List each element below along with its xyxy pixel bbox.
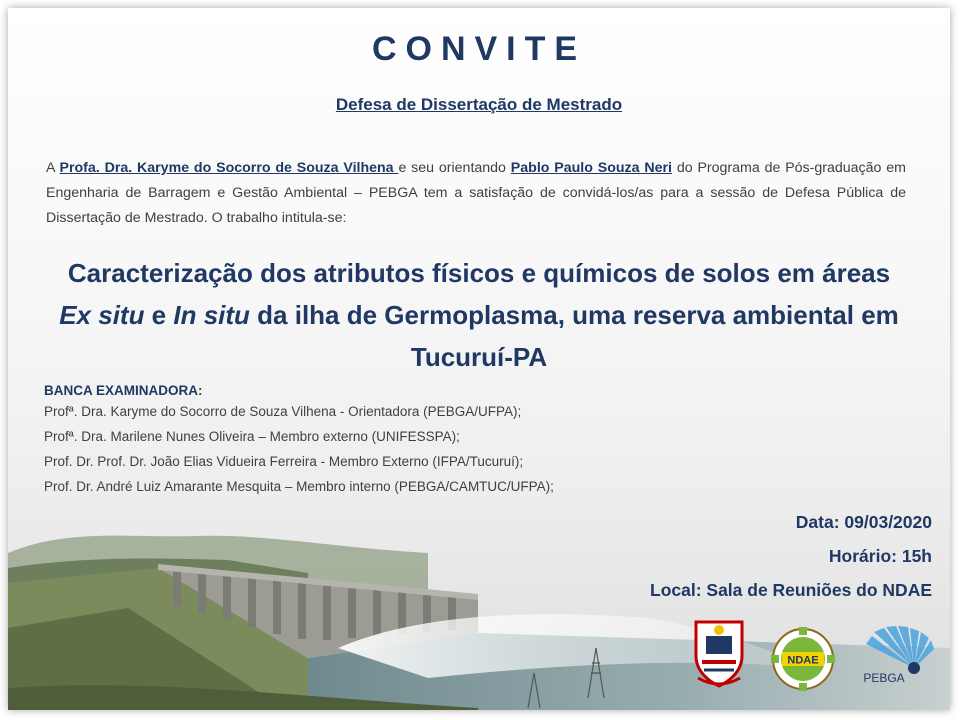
advisor-name: Profa. Dra. Karyme do Socorro de Souza Vilhena — [59, 160, 399, 176]
ndae-logo — [768, 624, 838, 694]
committee-heading: BANCA EXAMINADORA: — [44, 383, 203, 398]
event-time: Horário: 15h — [828, 546, 932, 566]
invitation-title: CONVITE — [371, 30, 587, 68]
thesis-title: Caracterização dos atributos físicos e químicos de solos em áreas Ex situ e In situ da ilha de Germoplasma, uma reserva ambiental em Tucuruí-PA — [59, 258, 899, 372]
student-name: Pablo Paulo Souza Neri — [510, 160, 672, 176]
committee-member: Profª. Dra. Karyme do Socorro de Souza Vilhena - Orientadora (PEBGA/UFPA); — [44, 404, 522, 419]
pebga-logo-text: PEBGA — [863, 671, 905, 685]
intro-paragraph: A Profa. Dra. Karyme do Socorro de Souza Vilhena e seu orientando Pablo Paulo Souza Neri do Programa de Pós-graduação em Engenharia de Barragem e Gestão Ambiental – PEBGA tem a satisfação de convidá-los/as para a sessão de Defesa Pública de Dissertação de Mestrado. O trabalho intitula-se: — [46, 160, 906, 226]
committee-member: Prof. Dr. Prof. Dr. João Elias Vidueira Ferreira - Membro Externo (IFPA/Tucuruí); — [44, 454, 524, 469]
committee-member: Profª. Dra. Marilene Nunes Oliveira – Membro externo (UNIFESSPA); — [44, 429, 460, 444]
university-crest-logo — [688, 616, 750, 690]
event-place: Local: Sala de Reuniões do NDAE — [650, 580, 932, 600]
invitation-card — [8, 8, 950, 710]
committee-member: Prof. Dr. André Luiz Amarante Mesquita – Membro interno (PEBGA/CAMTUC/UFPA); — [44, 479, 554, 494]
event-date: Data: 09/03/2020 — [795, 512, 932, 532]
ndae-logo-text: NDAE — [787, 654, 819, 667]
pebga-logo — [854, 622, 936, 688]
event-subtitle: Defesa de Dissertação de Mestrado — [335, 95, 623, 114]
